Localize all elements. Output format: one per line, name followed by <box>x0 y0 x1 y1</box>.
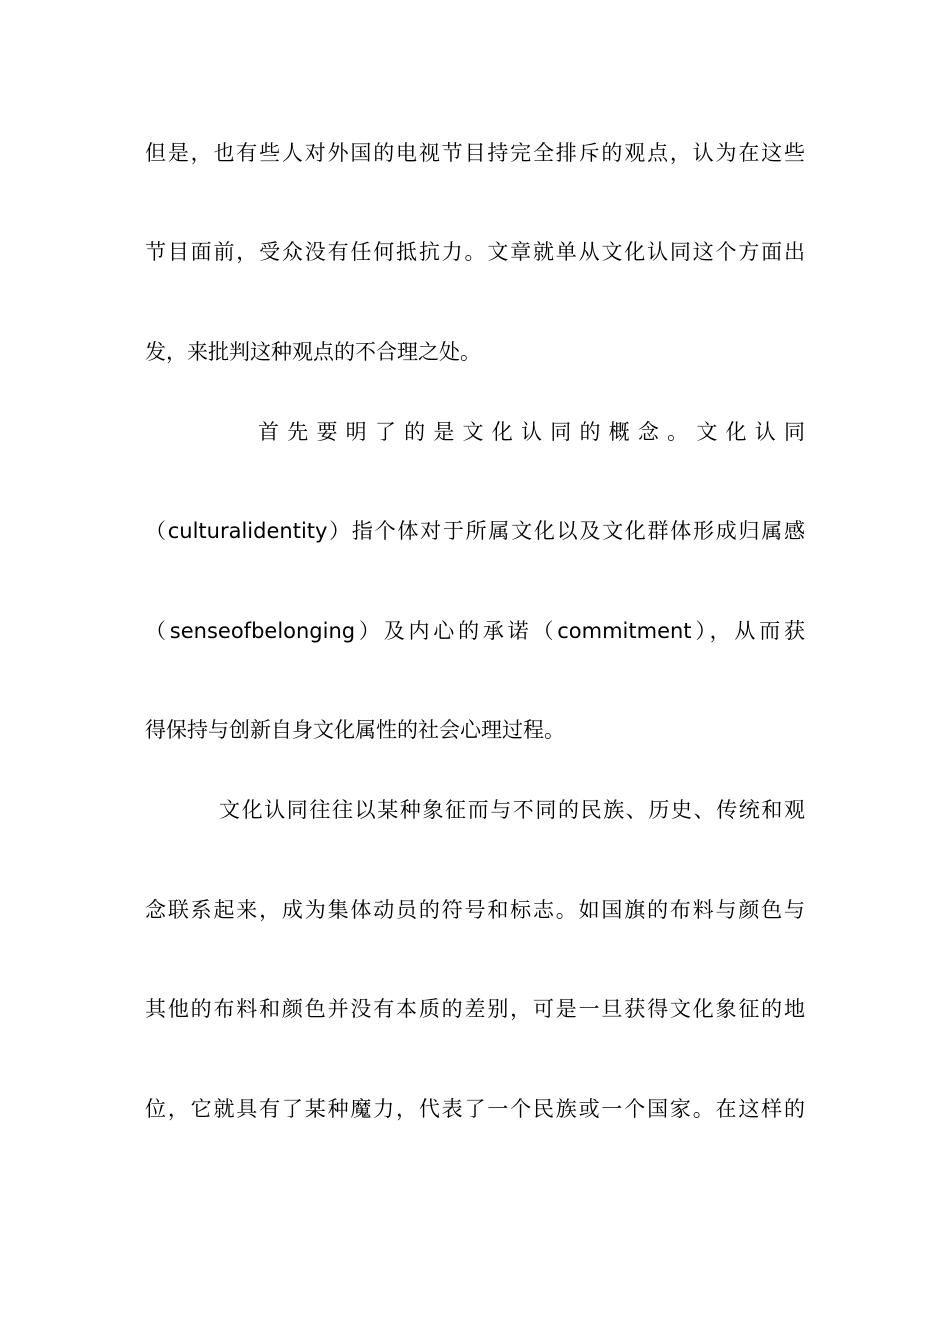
text-line: 文化认同往往以某种象征而与不同的民族、历史、传统和观 <box>219 798 805 822</box>
text-line: 发，来批判这种观点的不合理之处。 <box>145 340 481 364</box>
text-line: 念联系起来，成为集体动员的符号和标志。如国旗的布料与颜色与 <box>145 898 805 922</box>
text-line: 得保持与创新自身文化属性的社会心理过程。 <box>145 718 565 742</box>
text-line: 位，它就具有了某种魔力，代表了一个民族或一个国家。在这样的 <box>145 1097 805 1121</box>
text-line: 节目面前，受众没有任何抵抗力。文章就单从文化认同这个方面出 <box>145 240 805 264</box>
text-line: 首先要明了的是文化认同的概念。文化认同 <box>258 420 805 444</box>
text-line: （senseofbelonging）及内心的承诺（commitment），从而获 <box>145 619 805 643</box>
text-line: （culturalidentity）指个体对于所属文化以及文化群体形成归属感 <box>145 519 805 543</box>
text-line: 但是，也有些人对外国的电视节目持完全排斥的观点，认为在这些 <box>145 141 805 165</box>
text-line: 其他的布料和颜色并没有本质的差别，可是一旦获得文化象征的地 <box>145 997 805 1021</box>
